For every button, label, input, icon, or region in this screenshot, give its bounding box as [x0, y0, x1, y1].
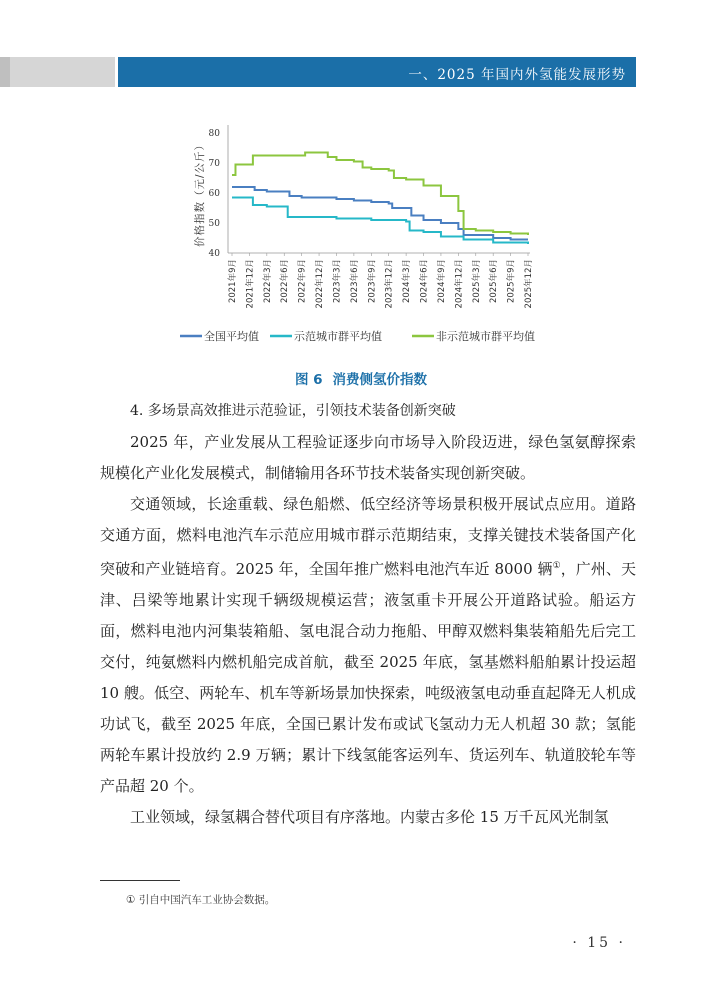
x-tick-label: 2024年12月	[454, 259, 465, 309]
x-tick-label: 2022年9月	[297, 259, 308, 304]
x-tick-label: 2021年9月	[228, 259, 238, 304]
paragraph-3: 工业领域，绿氢耦合替代项目有序落地。内蒙古多伦 15 万千瓦风光制氢	[130, 808, 609, 826]
x-tick-label: 2023年12月	[384, 259, 395, 309]
figure-title: 消费侧氢价指数	[332, 372, 428, 388]
header-bar	[118, 57, 636, 87]
x-tick-label: 2021年12月	[245, 259, 256, 309]
y-axis-label: 价格指数（元/公斤）	[194, 138, 206, 248]
series-line-3	[232, 153, 528, 236]
x-tick-label: 2022年6月	[280, 259, 291, 304]
series-line-2	[232, 198, 528, 245]
x-tick-label: 2024年9月	[436, 259, 447, 304]
x-tick-label: 2024年3月	[402, 259, 413, 304]
x-tick-label: 2025年12月	[524, 259, 534, 309]
figure-number: 图 6	[294, 372, 323, 388]
paragraph-2-part-a: 交通领域，长途重载、绿色船燃、低空经济等场景积极开展试点应用。道路交通方面，燃料电池汽车示范应用城市群示范期结束，支撑关键技术装备国产化突破和产业链培育。2025 年，全国年推广燃料电池汽车近 8000 辆	[100, 495, 636, 578]
y-tick-label: 40	[208, 249, 220, 259]
x-tick-label: 2024年6月	[419, 259, 430, 304]
x-tick-label: 2025年6月	[489, 259, 500, 304]
x-tick-label: 2022年3月	[262, 259, 273, 304]
x-tick-label: 2023年9月	[367, 259, 378, 304]
x-tick-label: 2022年12月	[315, 259, 326, 309]
figure-caption	[0, 368, 722, 388]
y-tick-label: 50	[208, 219, 220, 229]
x-tick-label: 2023年3月	[332, 259, 343, 304]
section-heading: 4. 多场景高效推进示范验证，引领技术装备创新突破	[130, 403, 456, 419]
paragraph-2	[100, 489, 636, 802]
footnote-marker[interactable]: ①	[552, 561, 561, 571]
page-number: · 15 ·	[572, 935, 626, 951]
footnote: ① 引自中国汽车工业协会数据。	[126, 894, 276, 906]
body-text	[100, 396, 636, 833]
x-tick-label: 2023年6月	[349, 259, 360, 304]
header-gray-block	[0, 57, 115, 87]
legend-label: 非示范城市群平均值	[436, 330, 535, 343]
x-tick-label: 2025年9月	[506, 259, 517, 304]
y-tick-label: 80	[208, 129, 220, 139]
footnote-divider	[100, 880, 180, 881]
legend-label: 示范城市群平均值	[294, 330, 382, 343]
paragraph-1: 2025 年，产业发展从工程验证逐步向市场导入阶段迈进，绿色氢氨醇探索规模化产业化发展模式，制储输用各环节技术装备实现创新突破。	[100, 433, 636, 482]
series-line-1	[232, 187, 528, 240]
y-tick-label: 70	[208, 159, 220, 169]
x-tick-label: 2025年3月	[471, 259, 482, 304]
y-tick-label: 60	[208, 189, 220, 199]
price-index-chart	[0, 118, 722, 363]
legend-label: 全国平均值	[204, 330, 259, 343]
paragraph-2-part-b: ，广州、天津、吕梁等地累计实现千辆级规模运营；液氢重卡开展公开道路试验。船运方面，燃料电池内河集装箱船、氢电混合动力拖船、甲醇双燃料集装箱船先后完工交付，纯氨燃料内燃机船完成首航，截至 2025 年底，氢基燃料船舶累计投运超 10 艘。低空、两轮车、机车等新场景加快探索，吨级液氢电动垂直起降无人机成功试飞，截至 2025 年底，全国已累计发布或试飞氢动力无人机超 30 款；氢能两轮车累计投放约 2.9 万辆；累计下线氢能客运列车、货运列车、轨道胶轮车等产品超 20 个。	[100, 560, 636, 795]
header-title: 一、2025 年国内外氢能发展形势	[408, 67, 626, 83]
